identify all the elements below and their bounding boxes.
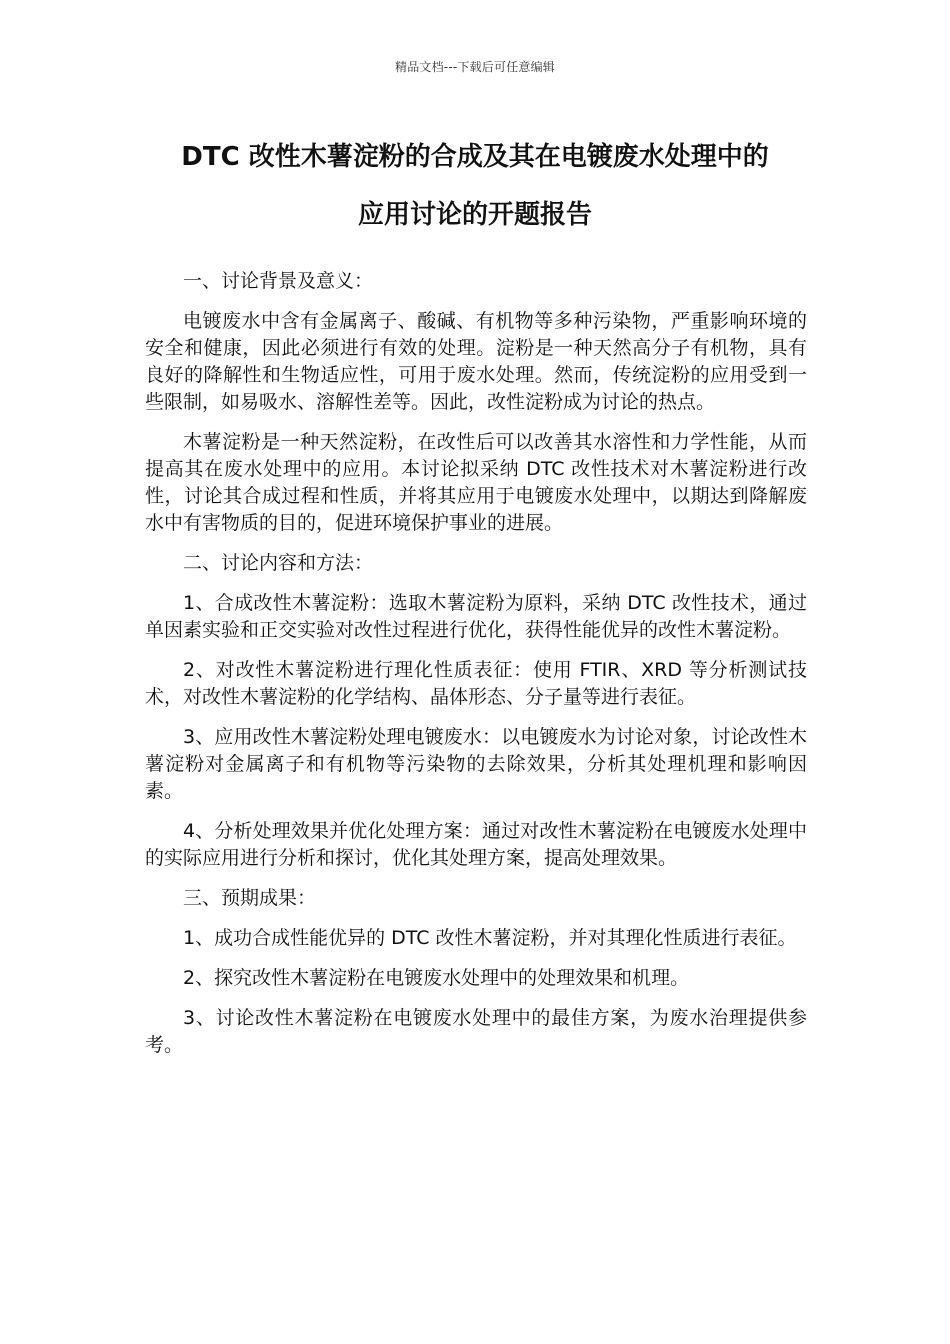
list-item: 3、讨论改性木薯淀粉在电镀废水处理中的最佳方案，为废水治理提供参考。 (145, 1007, 807, 1056)
section-heading-outcomes: 三、预期成果： (183, 887, 317, 909)
list-item: 3、应用改性木薯淀粉处理电镀废水：以电镀废水为讨论对象，讨论改性木薯淀粉对金属离子和有机物等污染物的去除效果，分析其处理机理和影响因素。 (145, 726, 807, 802)
paragraph: 木薯淀粉是一种天然淀粉，在改性后可以改善其水溶性和力学性能，从而提高其在废水处理中的应用。本讨论拟采纳 DTC 改性技术对木薯淀粉进行改性，讨论其合成过程和性质，并将其应用于电镀废水处理中，以期达到降解废水中有害物质的目的，促进环境保护事业的进展。 (145, 431, 807, 534)
document-body (145, 268, 807, 1072)
title-line-2: 应用讨论的开题报告 (357, 200, 592, 230)
section-heading-background: 一、讨论背景及意义： (183, 270, 374, 292)
title-line-1: DTC 改性木薯淀粉的合成及其在电镀废水处理中的 (181, 142, 769, 172)
list-item: 1、成功合成性能优异的 DTC 改性木薯淀粉，并对其理化性质进行表征。 (183, 927, 797, 949)
list-item: 2、探究改性木薯淀粉在电镀废水处理中的处理效果和机理。 (183, 967, 690, 989)
list-item: 1、合成改性木薯淀粉：选取木薯淀粉为原料，采纳 DTC 改性技术，通过单因素实验和正交实验对改性过程进行优化，获得性能优异的改性木薯淀粉。 (145, 592, 807, 641)
document-title (120, 128, 830, 244)
list-item: 2、对改性木薯淀粉进行理化性质表征：使用 FTIR、XRD 等分析测试技术，对改性木薯淀粉的化学结构、晶体形态、分子量等进行表征。 (145, 659, 807, 708)
paragraph: 电镀废水中含有金属离子、酸碱、有机物等多种污染物，严重影响环境的安全和健康，因此必须进行有效的处理。淀粉是一种天然高分子有机物，具有良好的降解性和生物适应性，可用于废水处理。然而，传统淀粉的应用受到一些限制，如易吸水、溶解性差等。因此，改性淀粉成为讨论的热点。 (145, 310, 807, 413)
section-heading-methods: 二、讨论内容和方法： (183, 552, 374, 574)
list-item: 4、分析处理效果并优化处理方案：通过对改性木薯淀粉在电镀废水处理中的实际应用进行分析和探讨，优化其处理方案，提高处理效果。 (145, 820, 807, 869)
header-note: 精品文档---下载后可任意编辑 (395, 60, 555, 74)
